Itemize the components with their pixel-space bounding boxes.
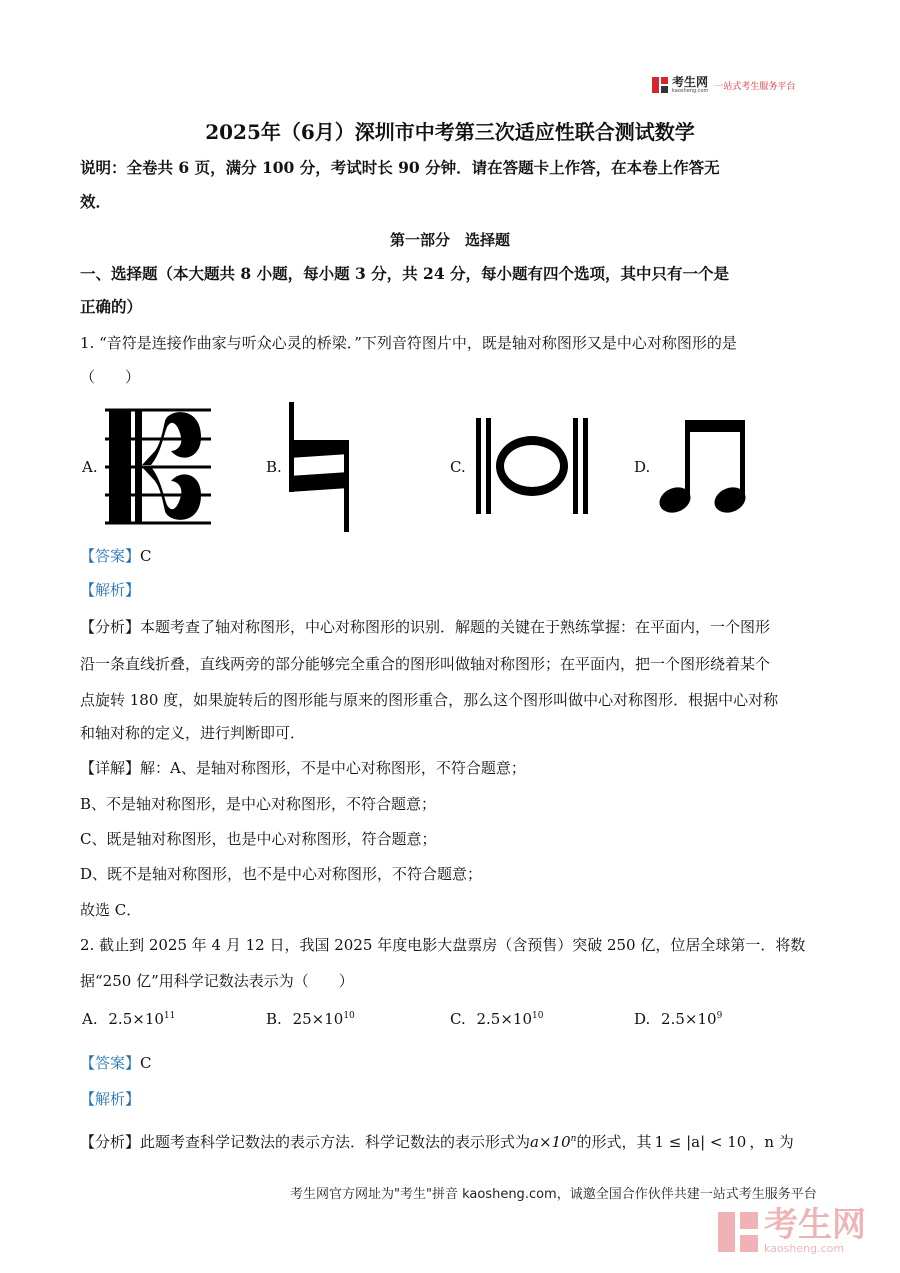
- double-whole-note-icon: [472, 418, 592, 514]
- section1-line-2: 正确的）: [80, 297, 143, 316]
- q1-detail-2: B、不是轴对称图形，是中心对称图形，不符合题意；: [80, 795, 437, 813]
- q1-option-a-label: A.: [82, 458, 98, 476]
- watermark: [718, 1205, 866, 1255]
- q1-option-b-label: B.: [266, 458, 282, 476]
- kaosheng-logo-icon: [652, 77, 668, 93]
- q2-fenxi-formula-exp: n: [570, 1134, 577, 1144]
- watermark-text: 考生网: [764, 1205, 866, 1245]
- q2-answer: C: [140, 1054, 152, 1072]
- q2-option-d-exp: 9: [716, 1011, 723, 1021]
- q2-fenxi-formula: a×10: [530, 1133, 571, 1151]
- beamed-eighth-notes-icon: [655, 418, 749, 518]
- q1-option-d-label: D.: [634, 458, 651, 476]
- watermark-sub: kaosheng.com: [764, 1242, 845, 1255]
- q2-stem-1: 2. 截止到 2025 年 4 月 12 日，我国 2025 年度电影大盘票房（含预售）突破 250 亿，位居全球第一．将数: [80, 936, 806, 954]
- q1-fenxi-3: 点旋转 180 度，如果旋转后的图形能与原来的图形重合，那么这个图形叫做中心对称图形．根据中心对称: [80, 691, 779, 709]
- intro-line-1: 说明：全卷共 6 页，满分 100 分，考试时长 90 分钟．请在答题卡上作答，在本卷上作答无: [80, 158, 720, 177]
- logo-name: 考生网: [672, 75, 709, 89]
- q2-answer-tag: 【答案】: [80, 1054, 141, 1072]
- page-title: 2025年（6月）深圳市中考第三次适应性联合测试数学: [205, 120, 695, 144]
- q2-option-d-label: D.: [634, 1010, 651, 1028]
- q1-fenxi-text-1: 本题考查了轴对称图形，中心对称图形的识别．解题的关键在于熟练掌握：在平面内，一个图形: [140, 618, 771, 636]
- watermark-logo-icon: [718, 1212, 758, 1252]
- q1-analysis-tag: 【解析】: [80, 581, 141, 599]
- intro-line-2: 效．: [80, 192, 112, 211]
- q1-detail-tag: 【详解】: [80, 759, 141, 777]
- q2-option-a: [82, 1010, 175, 1028]
- q2-option-a-mantissa: 2.5×10: [108, 1010, 164, 1028]
- logo-slogan: 一站式考生服务平台: [714, 81, 796, 92]
- q2-option-a-label: A.: [82, 1010, 98, 1028]
- q1-answer-line: [80, 546, 825, 566]
- q2-fenxi-text-b: 的形式，其: [576, 1133, 652, 1151]
- q1-answer-tag: 【答案】: [80, 547, 141, 565]
- natural-sign-icon: [287, 402, 353, 532]
- q2-analysis-tag: 【解析】: [80, 1090, 141, 1108]
- q1-option-c-label: C.: [450, 458, 466, 476]
- logo-sub: kaosheng.com: [672, 88, 709, 94]
- q2-option-a-exp: 11: [163, 1011, 176, 1021]
- q2-fenxi-text-a: 此题考查科学记数法的表示方法．科学记数法的表示形式为: [140, 1133, 531, 1151]
- q1-fenxi-tag: 【分析】: [80, 618, 141, 636]
- q2-fenxi-1: [80, 1129, 825, 1152]
- q1-detail-4: D、既不是轴对称图形，也不是中心对称图形，不符合题意；: [80, 865, 483, 883]
- q2-option-c: [450, 1010, 543, 1028]
- q1-fenxi-2: 沿一条直线折叠，直线两旁的部分能够完全重合的图形叫做轴对称图形；在平面内，把一个图形绕着某个: [80, 655, 771, 673]
- part-heading: 第一部分 选择题: [389, 231, 510, 249]
- q2-stem-2: 据“250 亿”用科学记数法表示为（ ）: [80, 972, 354, 990]
- q2-option-d: [634, 1010, 722, 1028]
- q1-conclusion: 故选 C．: [80, 901, 142, 919]
- q2-option-b: [266, 1010, 355, 1028]
- q2-option-c-exp: 10: [532, 1011, 544, 1021]
- q2-option-b-exp: 10: [343, 1011, 355, 1021]
- q1-detail-3: C、既是轴对称图形，也是中心对称图形，符合题意；: [80, 830, 437, 848]
- q1-detail-text-1: 解：A、是轴对称图形，不是中心对称图形，不符合题意；: [140, 759, 526, 777]
- q2-option-c-mantissa: 2.5×10: [476, 1010, 533, 1028]
- q2-option-b-label: B.: [266, 1010, 282, 1028]
- q2-option-b-mantissa: 25×10: [292, 1010, 344, 1028]
- q2-option-c-label: C.: [450, 1010, 466, 1028]
- header-logo: [652, 73, 795, 97]
- q1-detail-1: [80, 758, 825, 778]
- q1-answer: C: [140, 547, 152, 565]
- q2-fenxi-text-c: ，n 为: [749, 1133, 794, 1151]
- footer-text: 考生网官方网址为"考生"拼音 kaosheng.com，诚邀全国合作伙伴共建一站式考生服务平台: [290, 1187, 817, 1202]
- q1-fenxi-4: 和轴对称的定义，进行判断即可．: [80, 724, 306, 742]
- q1-stem-1: 1. “音符是连接作曲家与听众心灵的桥梁．”下列音符图片中，既是轴对称图形又是中心对称图形的是: [80, 334, 737, 352]
- q2-fenxi-tag: 【分析】: [80, 1133, 141, 1151]
- section1-line-1: 一、选择题（本大题共 8 小题，每小题 3 分，共 24 分，每小题有四个选项，其中只有一个是: [80, 264, 730, 283]
- q1-stem-2: （ ）: [80, 368, 141, 386]
- q2-fenxi-range: 1 ≤ |a| < 10: [654, 1133, 747, 1151]
- q2-option-d-mantissa: 2.5×10: [661, 1010, 717, 1028]
- alto-clef-icon: [105, 405, 211, 527]
- q1-fenxi-1: [80, 617, 825, 637]
- q2-answer-line: [80, 1053, 825, 1073]
